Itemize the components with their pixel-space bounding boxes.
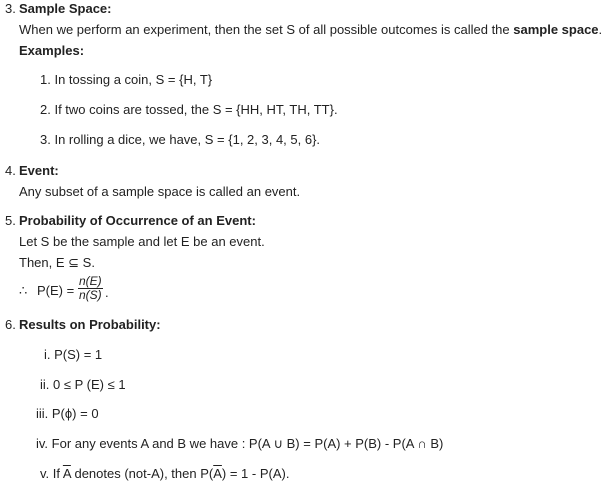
section-5-heading: Probability of Occurrence of an Event: [19, 213, 256, 228]
result-2: ii. 0 ≤ P (E) ≤ 1 [40, 377, 126, 392]
probability-fraction [78, 275, 103, 302]
not-a-symbol-2: $\overline{A}$ [213, 466, 222, 481]
definition-term: sample space [513, 22, 599, 37]
sample-space-definition [19, 22, 602, 38]
section-6-heading: Results on Probability: [19, 317, 161, 332]
let-statement: Let S be the sample and let E be an event. [19, 234, 265, 249]
example-1: 1. In tossing a coin, S = {H, T} [40, 72, 213, 87]
fraction-numerator: n(E) [79, 274, 102, 288]
result-5 [40, 466, 289, 482]
example-2: 2. If two coins are tossed, the S = {HH, HT, TH, TT}. [40, 102, 338, 117]
definition-text: When we perform an experiment, then the set S of all possible outcomes is called the [19, 22, 514, 37]
section-3-heading: Sample Space: [19, 1, 112, 16]
examples-label: Examples: [19, 43, 85, 58]
event-definition: Any subset of a sample space is called an event. [19, 184, 301, 199]
result-5-middle: denotes (not-A), then P( [70, 466, 214, 481]
section-5-number: 5. [5, 213, 16, 228]
section-4-number: 4. [5, 163, 16, 178]
section-6-number: 6. [5, 317, 16, 332]
result-5-end: ) = 1 - P(A). [221, 466, 290, 481]
example-3: 3. In rolling a dice, we have, S = {1, 2, 3, 4, 5, 6}. [40, 132, 321, 147]
formula-end: . [105, 285, 109, 300]
fraction-denominator: n(S) [79, 288, 102, 302]
definition-end: . [598, 22, 602, 37]
result-4: iv. For any events A and B we have : P(A ∪ B) = P(A) + P(B) - P(A ∩ B) [36, 436, 444, 451]
result-3: iii. P(ϕ) = 0 [36, 406, 99, 421]
subset-statement: Then, E ⊆ S. [19, 255, 95, 270]
result-5-text: v. If [40, 466, 63, 481]
section-4-heading: Event: [19, 163, 59, 178]
not-a-symbol: $\overline{A}$ [62, 466, 71, 481]
formula-lhs: P(E) = [37, 283, 75, 298]
section-3-number: 3. [5, 1, 16, 16]
therefore-symbol: ∴ [19, 283, 28, 298]
result-1: i. P(S) = 1 [44, 347, 103, 362]
